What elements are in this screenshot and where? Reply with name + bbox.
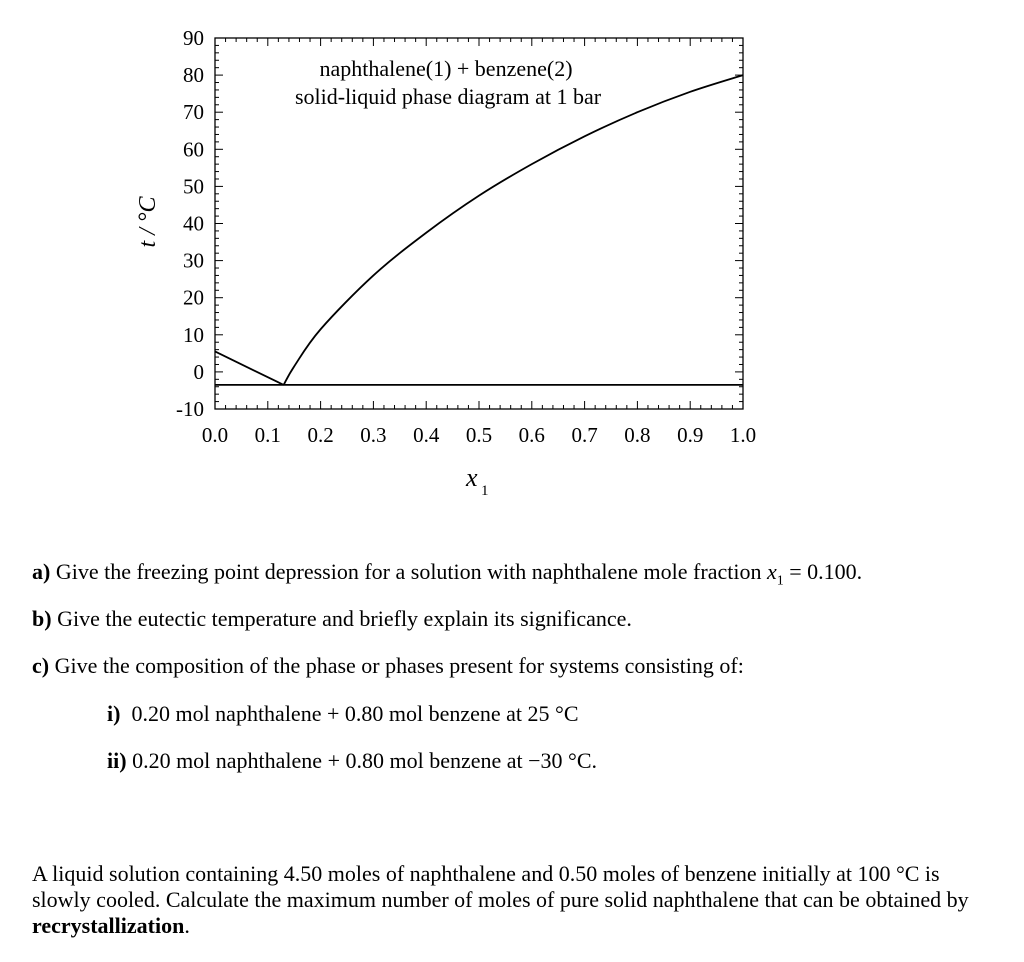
question-c-i-text: 0.20 mol naphthalene + 0.80 mol benzene at 25 °C — [120, 701, 579, 726]
question-b — [32, 606, 632, 632]
x-tick-label: 0.9 — [677, 423, 704, 447]
x-tick-labels — [202, 423, 756, 447]
recrystallization-problem — [32, 861, 1002, 939]
y-tick-label: 60 — [183, 137, 204, 162]
question-a — [32, 559, 862, 594]
question-c-label: c) — [32, 653, 50, 678]
question-c-ii-label: ii) — [107, 748, 127, 773]
x-tick-label: 0.5 — [465, 423, 493, 447]
question-c-i-label: i) — [107, 701, 121, 726]
question-c-text: Give the composition of the phase or phases present for systems consisting of: — [49, 653, 744, 678]
x-tick-label: 1.0 — [729, 423, 757, 447]
x-axis-label: x — [466, 463, 478, 492]
x-axis-label-subscript: 1 — [481, 483, 489, 499]
question-a-variable: x — [766, 559, 777, 584]
y-tick-label: 10 — [183, 322, 204, 347]
x-tick-label: 0.8 — [624, 423, 651, 447]
y-axis-label: t / °C — [135, 196, 161, 248]
question-a-text: Give the freezing point depression for a solution with naphthalene mole fraction — [50, 559, 767, 584]
y-tick-label: 80 — [183, 63, 204, 88]
question-c-ii — [107, 748, 597, 774]
y-tick-label: -10 — [176, 397, 204, 421]
y-tick-label: 40 — [183, 211, 204, 236]
x-tick-label: 0.4 — [413, 423, 440, 447]
recrystallization-text: A liquid solution containing 4.50 moles of naphthalene and 0.50 moles of benzene initially at 100 °C is slowly cooled. Calculate the maximum number of moles of pure solid naphthalene that can be obtained by — [32, 861, 969, 912]
recrystallization-tail: . — [184, 913, 190, 938]
x-tick-label: 0.7 — [571, 423, 598, 447]
question-b-label: b) — [32, 606, 52, 631]
x-tick-label: 0.6 — [518, 423, 545, 447]
chart-title-line-1: naphthalene(1) + benzene(2) — [319, 56, 573, 81]
series-lines — [215, 75, 743, 385]
y-tick-label: 20 — [183, 285, 204, 310]
recrystallization-bold: recrystallization — [32, 913, 185, 938]
x-tick-label: 0.3 — [360, 423, 387, 447]
y-tick-label: 50 — [183, 174, 204, 199]
question-c-i — [107, 701, 579, 727]
y-tick-labels — [176, 26, 204, 421]
y-tick-label: 0 — [193, 359, 204, 384]
x-tick-label: 0.1 — [254, 423, 281, 447]
x-tick-label: 0.0 — [201, 423, 229, 447]
chart-title-line-2: solid-liquid phase diagram at 1 bar — [294, 84, 602, 109]
y-tick-label: 30 — [183, 248, 204, 273]
question-a-label: a) — [32, 559, 51, 584]
question-a-tail: = 0.100. — [783, 559, 863, 584]
question-b-text: Give the eutectic temperature and briefly explain its significance. — [51, 606, 632, 631]
y-tick-label: 70 — [183, 100, 204, 125]
question-c — [32, 653, 744, 679]
x-tick-label: 0.2 — [307, 423, 334, 447]
y-tick-label: 90 — [183, 26, 204, 50]
series-line-1 — [284, 75, 743, 385]
question-a-subscript: 1 — [776, 573, 784, 589]
question-c-ii-text: 0.20 mol naphthalene + 0.80 mol benzene at −30 °C. — [126, 748, 598, 773]
series-line-0 — [215, 351, 284, 384]
